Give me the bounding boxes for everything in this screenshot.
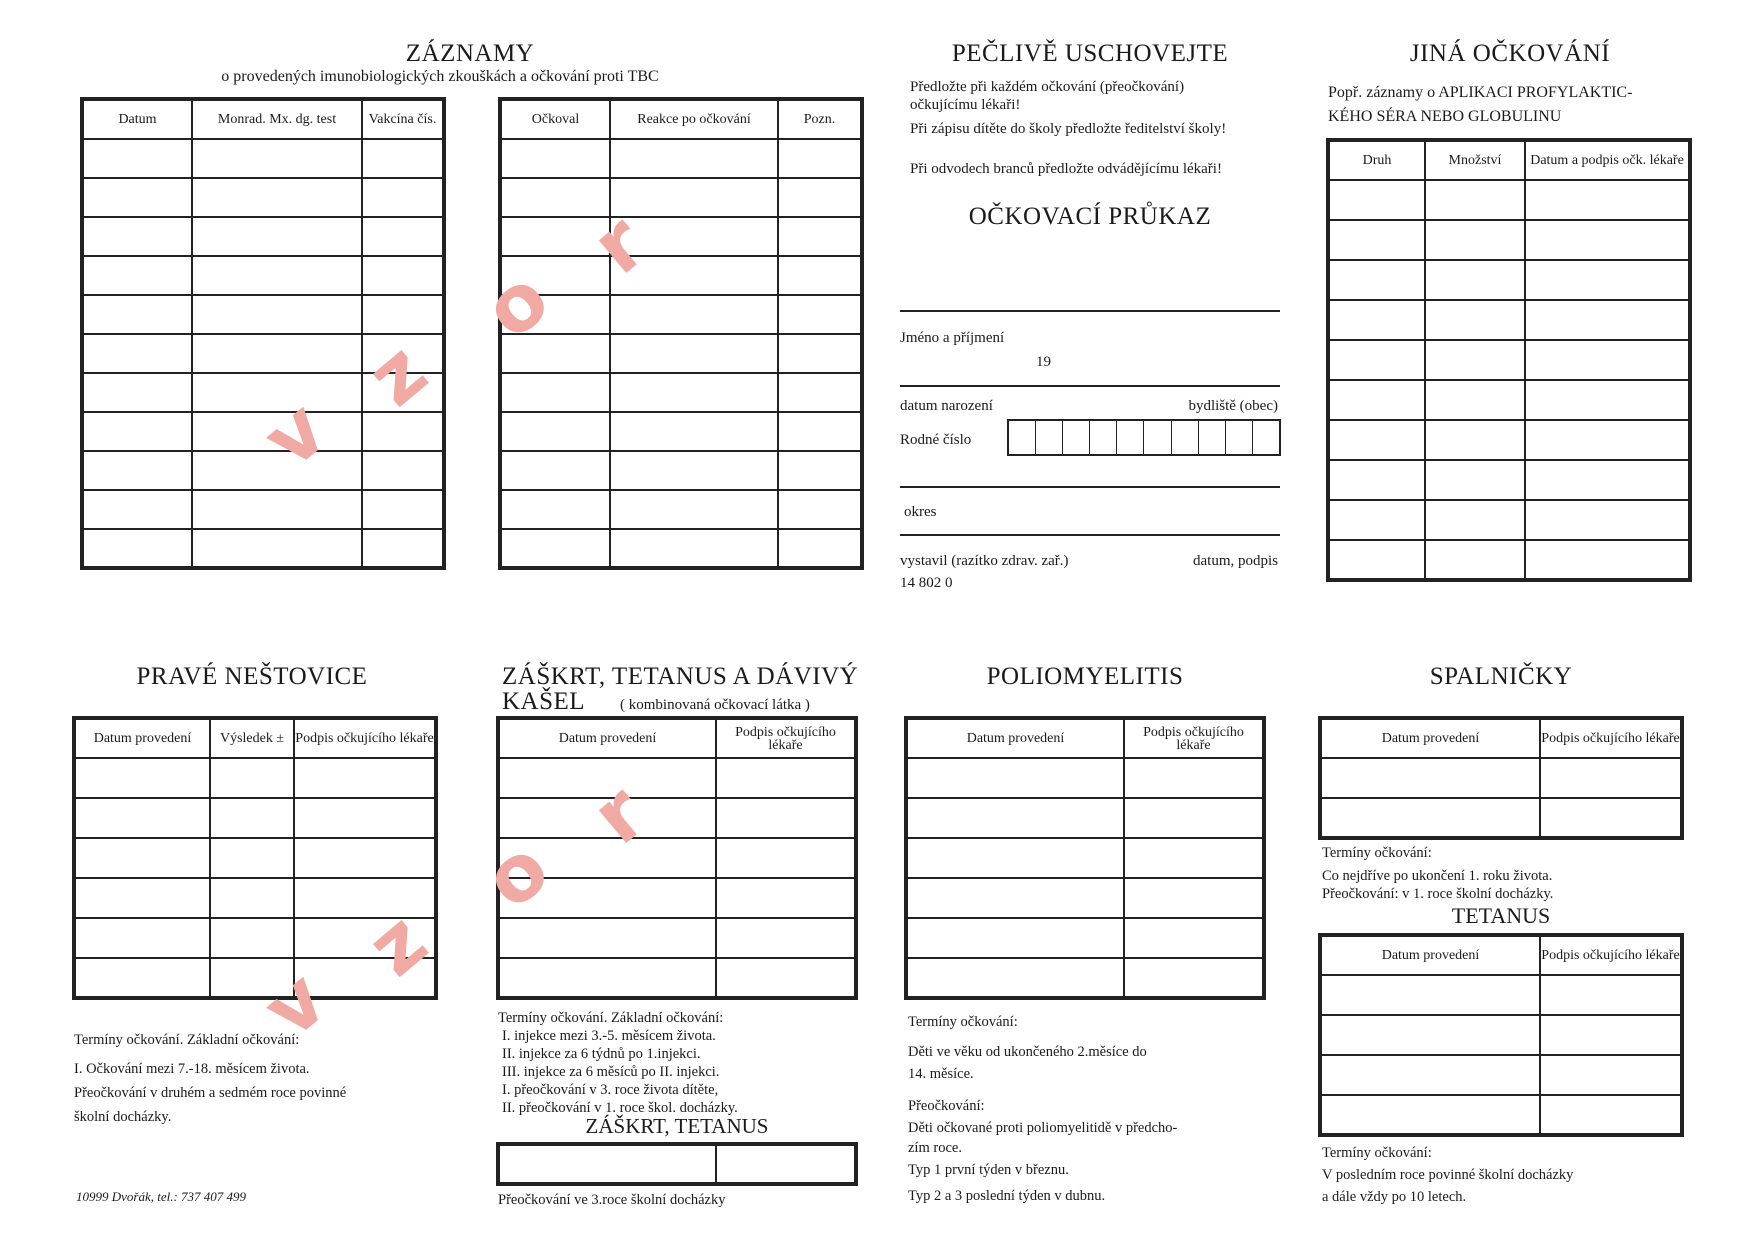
table-cell[interactable] [1425,540,1525,580]
table-row [1328,300,1690,340]
rule-2 [900,385,1280,387]
tetanus-table [1318,933,1684,1137]
residence-label: bydliště (obec) [1188,398,1278,414]
table-cell[interactable] [1328,220,1425,260]
prukaz-title: OČKOVACÍ PRŮKAZ [968,203,1212,230]
table-cell[interactable] [1328,500,1425,540]
zaskrt-tetanus-table [496,1142,858,1186]
table-row [500,529,862,568]
table-cell[interactable] [716,958,856,998]
tetanus-term-1: V posledním roce povinné školní docházky [1322,1167,1574,1183]
nestovice-term-1: I. Očkování mezi 7.-18. měsícem života. [74,1061,310,1077]
table-cell[interactable] [1525,420,1690,460]
table-cell[interactable] [74,958,210,998]
table-cell[interactable] [716,878,856,918]
table-row [1328,340,1690,380]
table-cell[interactable] [778,412,862,451]
table-cell[interactable] [1328,380,1425,420]
table-row [1320,1015,1682,1055]
table-cell[interactable] [82,373,192,412]
table-cell[interactable] [906,918,1124,958]
polio-term-1a: Děti ve věku od ukončeného 2.měsíce do [908,1044,1147,1060]
table-row [1320,798,1682,838]
table-row [1320,758,1682,798]
table-cell[interactable] [1124,918,1264,958]
table-cell[interactable] [778,217,862,256]
header-vakcina: Vakcína čís. [362,99,444,139]
header-datum: Datum [82,99,192,139]
peclive-para1: Předložte při každém očkování (přeočkování) očkujícímu lékaři! [910,79,1185,113]
table-cell[interactable] [1124,958,1264,998]
table-cell[interactable] [74,918,210,958]
table-cell[interactable] [778,529,862,568]
table-row [82,139,444,178]
zaznamy-subtitle: o provedených imunobiologických zkouškách a očkování proti TBC [221,68,659,85]
table-cell[interactable] [1328,460,1425,500]
table-cell[interactable] [778,178,862,217]
table-row [500,490,862,529]
jina-subtitle-2: KÉHO SÉRA NEBO GLOBULINU [1328,108,1562,125]
table-row [1328,500,1690,540]
header-podpis: Podpis očkujícího lékaře [1124,718,1264,758]
peclive-title: PEČLIVĚ USCHOVEJTE [951,40,1229,67]
header-datum-provedeni: Datum provedení [74,718,210,758]
peclive-para3: Při odvodech branců předložte odvádějícímu lékaři! [910,161,1222,177]
header-datum-provedeni: Datum provedení [906,718,1124,758]
table-row [1320,975,1682,1015]
table-cell[interactable] [362,139,444,178]
table-row [500,139,862,178]
zaskrt-title-note: ( kombinovaná očkovací látka ) [620,697,810,713]
table-cell[interactable] [82,295,192,334]
table-row [906,918,1264,958]
table-cell[interactable] [906,958,1124,998]
table-cell[interactable] [1525,220,1690,260]
table-cell[interactable] [1525,260,1690,300]
table-cell[interactable] [906,878,1124,918]
table-cell[interactable] [82,256,192,295]
table-cell[interactable] [1425,460,1525,500]
jina-subtitle-1: Popř. záznamy o APLIKACI PROFYLAKTIC- [1328,84,1633,101]
date-sign-label: datum, podpis [1193,553,1278,569]
table-cell[interactable] [74,798,210,838]
table-cell[interactable] [1124,758,1264,798]
polio-term-1b: 14. měsíce. [908,1066,974,1082]
polio-table [904,716,1266,1000]
zaskrt-sub-note: Přeočkování ve 3.roce školní docházky [498,1192,726,1208]
table-cell[interactable] [1540,758,1682,798]
peclive-para2: Při zápisu dítěte do školy předložte ředitelství školy! [910,121,1227,137]
table-cell[interactable] [610,529,778,568]
polio-re-1a: Děti očkované proti poliomyelitidě v předcho- [908,1120,1178,1136]
table-cell[interactable] [1124,798,1264,838]
table-cell[interactable] [74,838,210,878]
zaskrt-title-2: KAŠEL [502,688,586,715]
table-cell[interactable] [778,373,862,412]
table-cell[interactable] [906,838,1124,878]
header-monrad: Monrad. Mx. dg. test [192,99,362,139]
zaskrt-term: I. přeočkování v 3. roce života dítěte, [502,1082,719,1098]
table-cell[interactable] [1425,380,1525,420]
issued-label: vystavil (razítko zdrav. zař.) [900,553,1069,569]
header-vysledek: Výsledek ± [210,718,294,758]
header-podpis: Podpis očkujícího lékaře [294,718,436,758]
spalnicky-term-1: Co nejdříve po ukončení 1. roku života. [1322,868,1553,884]
table-cell[interactable] [1525,380,1690,420]
table-row [1328,420,1690,460]
header-podpis: Podpis očkujícího lékaře [1540,718,1682,758]
nestovice-term-2a: Přeočkování v druhém a sedmém roce povinné [74,1085,347,1101]
table-row [906,798,1264,838]
table-cell[interactable] [1425,220,1525,260]
header-datum-provedeni: Datum provedení [1320,718,1540,758]
table-cell[interactable] [74,878,210,918]
table-row [1328,460,1690,500]
table-cell[interactable] [778,490,862,529]
table-row [1328,380,1690,420]
table-cell[interactable] [716,798,856,838]
jina-table [1326,138,1692,582]
polio-re-title: Přeočkování: [908,1098,985,1114]
rule-1 [900,310,1280,312]
table-row [906,758,1264,798]
table-cell[interactable] [1328,340,1425,380]
table-cell[interactable] [1525,340,1690,380]
table-cell[interactable] [192,139,362,178]
table-row [1320,1055,1682,1095]
spalnicky-title: SPALNIČKY [1429,663,1573,690]
table-cell[interactable] [778,451,862,490]
spalnicky-term-2: Přeočkování: v 1. roce školní docházky. [1322,886,1554,902]
jina-title: JINÁ OČKOVÁNÍ [1409,40,1611,67]
table-cell[interactable] [1525,180,1690,220]
zaskrt-title-1: ZÁŠKRT, TETANUS A DÁVIVÝ [502,663,859,690]
header-reakce: Reakce po očkování [610,99,778,139]
cell[interactable] [498,1144,716,1184]
nestovice-term-2b: školní docházky. [74,1109,172,1125]
table-cell[interactable] [82,334,192,373]
table-cell[interactable] [1425,260,1525,300]
table-cell[interactable] [610,139,778,178]
table-row [906,958,1264,998]
table-cell[interactable] [610,490,778,529]
table-cell[interactable] [1540,1095,1682,1135]
table-cell[interactable] [778,256,862,295]
rule-3 [900,486,1280,488]
table-cell[interactable] [74,758,210,798]
table-cell[interactable] [192,490,362,529]
table-cell[interactable] [1320,1015,1540,1055]
table-row [906,838,1264,878]
table-row [1328,540,1690,580]
table-cell[interactable] [1320,1095,1540,1135]
table-cell[interactable] [1540,798,1682,838]
table-cell[interactable] [1320,975,1540,1015]
table-cell[interactable] [1124,878,1264,918]
header-pozn: Pozn. [778,99,862,139]
table-cell[interactable] [82,217,192,256]
watermark-vzor-bottom: v z o r [247,768,663,1056]
table-cell[interactable] [1425,300,1525,340]
watermark-vzor-top: v z o r [247,198,663,486]
zaskrt-term: II. přeočkování v 1. roce škol. docházky. [502,1100,738,1116]
header-datum-provedeni: Datum provedení [1320,935,1540,975]
zaskrt-term: III. injekce za 6 měsíců po II. injekci. [502,1064,720,1080]
table-cell[interactable] [1540,1055,1682,1095]
table-cell[interactable] [1328,420,1425,460]
header-ockoval: Očkoval [500,99,610,139]
table-row [1320,1095,1682,1135]
table-row [906,878,1264,918]
zaznamy-title: ZÁZNAMY [405,40,535,67]
tetanus-terms-title: Termíny očkování: [1322,1145,1432,1161]
header-datum-podpis: Datum a podpis očk. lékaře [1525,140,1690,180]
form-number: 14 802 0 [900,575,953,591]
table-cell[interactable] [82,490,192,529]
table-cell[interactable] [82,529,192,568]
table-cell[interactable] [1328,260,1425,300]
district-label: okres [904,504,937,520]
header-podpis: Podpis očkujícího lékaře [716,718,856,758]
polio-title: POLIOMYELITIS [986,663,1184,690]
rc-label: Rodné číslo [900,432,972,448]
header-druh: Druh [1328,140,1425,180]
table-cell[interactable] [1540,1015,1682,1055]
polio-terms-title: Termíny očkování: [908,1014,1018,1030]
table-row [82,529,444,568]
header-datum-provedeni: Datum provedení [498,718,716,758]
zaskrt-term: I. injekce mezi 3.-5. měsícem života. [502,1028,716,1044]
table-cell[interactable] [1320,758,1540,798]
header-podpis: Podpis očkujícího lékaře [1540,935,1682,975]
name-label: Jméno a příjmení [900,330,1005,346]
table-cell[interactable] [82,451,192,490]
zaskrt-term: II. injekce za 6 týdnů po 1.injekci. [502,1046,701,1062]
table-cell[interactable] [778,295,862,334]
table-cell[interactable] [500,529,610,568]
dob-label: datum narození [900,398,993,414]
polio-re-1b: zím roce. [908,1140,962,1156]
table-cell[interactable] [192,529,362,568]
polio-type-2: Typ 2 a 3 poslední týden v dubnu. [908,1188,1106,1204]
table-row [1328,260,1690,300]
table-cell[interactable] [1328,180,1425,220]
cell[interactable] [716,1144,856,1184]
printer-footer: 10999 Dvořák, tel.: 737 407 499 [76,1189,247,1204]
table-cell[interactable] [716,918,856,958]
zaskrt-terms-title: Termíny očkování. Základní očkování: [498,1010,724,1026]
table-cell[interactable] [1525,300,1690,340]
nestovice-title: PRAVÉ NEŠTOVICE [136,663,368,690]
header-mnozstvi: Množství [1425,140,1525,180]
table-cell[interactable] [906,798,1124,838]
table-cell[interactable] [82,178,192,217]
polio-type-1: Typ 1 první týden v březnu. [908,1162,1069,1178]
table-cell[interactable] [906,758,1124,798]
table-cell[interactable] [1425,340,1525,380]
table-cell[interactable] [1425,180,1525,220]
table-row [1328,220,1690,260]
table-cell[interactable] [1320,1055,1540,1095]
table-cell[interactable] [1525,540,1690,580]
table-cell[interactable] [716,838,856,878]
spalnicky-terms-title: Termíny očkování: [1322,845,1432,861]
table-cell[interactable] [1328,300,1425,340]
rodne-cislo-boxes[interactable] [1007,419,1281,456]
nestovice-terms-title: Termíny očkování. Základní očkování: [74,1032,300,1048]
table-cell[interactable] [1525,500,1690,540]
table-cell[interactable] [362,490,444,529]
table-cell[interactable] [778,334,862,373]
tetanus-title: TETANUS [1451,903,1551,928]
table-cell[interactable] [1425,420,1525,460]
table-cell[interactable] [778,139,862,178]
zaskrt-sub-title: ZÁŠKRT, TETANUS [585,1114,769,1138]
table-cell[interactable] [1540,975,1682,1015]
table-cell[interactable] [1425,500,1525,540]
table-row [82,490,444,529]
table-cell[interactable] [1525,460,1690,500]
table-row [1328,180,1690,220]
table-cell[interactable] [500,139,610,178]
spalnicky-table [1318,716,1684,840]
table-cell[interactable] [1320,798,1540,838]
table-cell[interactable] [1124,838,1264,878]
year-prefix: 19 [1036,354,1051,370]
table-cell[interactable] [82,412,192,451]
table-cell[interactable] [362,529,444,568]
table-cell[interactable] [716,758,856,798]
table-cell[interactable] [82,139,192,178]
rule-4 [900,534,1280,536]
tetanus-term-2: a dále vždy po 10 letech. [1322,1189,1467,1205]
table-cell[interactable] [500,490,610,529]
table-cell[interactable] [1328,540,1425,580]
